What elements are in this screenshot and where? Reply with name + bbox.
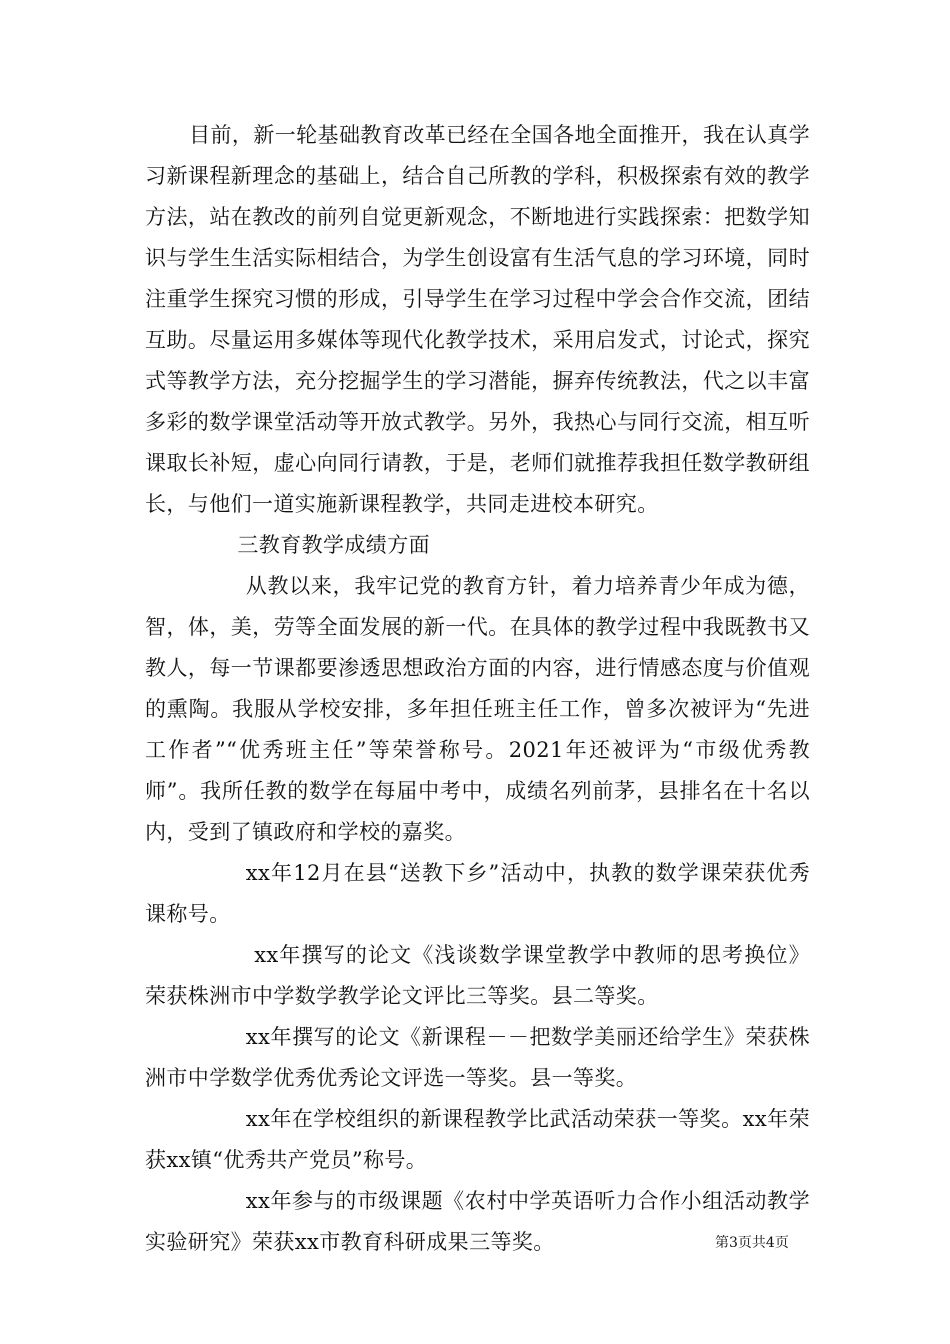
document-body <box>145 115 810 1263</box>
paragraph-award-research-project: xx年参与的市级课题《农村中学英语听力合作小组活动教学实验研究》荣获xx市教育科研成果三等奖。 <box>145 1189 810 1254</box>
page-number-footer: 第3页共4页 <box>715 1235 789 1251</box>
paragraph-award-paper-1: xx年撰写的论文《浅谈数学课堂教学中教师的思考换位》荣获株洲市中学数学教学论文评比三等奖。县二等奖。 <box>145 943 810 1008</box>
section-heading-achievements: 三教育教学成绩方面 <box>237 533 430 557</box>
paragraph-education-achievements: 从教以来，我牢记党的教育方针，着力培养青少年成为德，智，体，美，劳等全面发展的新一代。在具体的教学过程中我既教书又教人，每一节课都要渗透思想政治方面的内容，进行情感态度与价值观的熏陶。我服从学校安排，多年担任班主任工作，曾多次被评为“先进工作者”“优秀班主任”等荣誉称号。2021年还被评为“市级优秀教师”。我所任教的数学在每届中考中，成绩名列前茅，县排名在十名以内，受到了镇政府和学校的嘉奖。 <box>145 574 810 844</box>
paragraph-teaching-reform: 目前，新一轮基础教育改革已经在全国各地全面推开，我在认真学习新课程新理念的基础上，结合自己所教的学科，积极探索有效的教学方法，站在教改的前列自觉更新观念，不断地进行实践探索：把数学知识与学生生活实际相结合，为学生创设富有生活气息的学习环境，同时注重学生探究习惯的形成，引导学生在学习过程中学会合作交流，团结互助。尽量运用多媒体等现代化教学技术，采用启发式，讨论式，探究式等教学方法，充分挖掘学生的学习潜能，摒弃传统教法，代之以丰富多彩的数学课堂活动等开放式教学。另外，我热心与同行交流，相互听课取长补短，虚心向同行请教，于是，老师们就推荐我担任数学教研组长，与他们一道实施新课程教学，共同走进校本研究。 <box>145 123 810 516</box>
paragraph-award-paper-2: xx年撰写的论文《新课程－－把数学美丽还给学生》荣获株洲市中学数学优秀优秀论文评选一等奖。县一等奖。 <box>145 1025 810 1090</box>
paragraph-award-demo-lesson: xx年12月在县“送教下乡”活动中，执教的数学课荣获优秀课称号。 <box>145 861 810 926</box>
paragraph-award-teaching-contest: xx年在学校组织的新课程教学比武活动荣获一等奖。xx年荣获xx镇“优秀共产党员”称号。 <box>145 1107 810 1172</box>
